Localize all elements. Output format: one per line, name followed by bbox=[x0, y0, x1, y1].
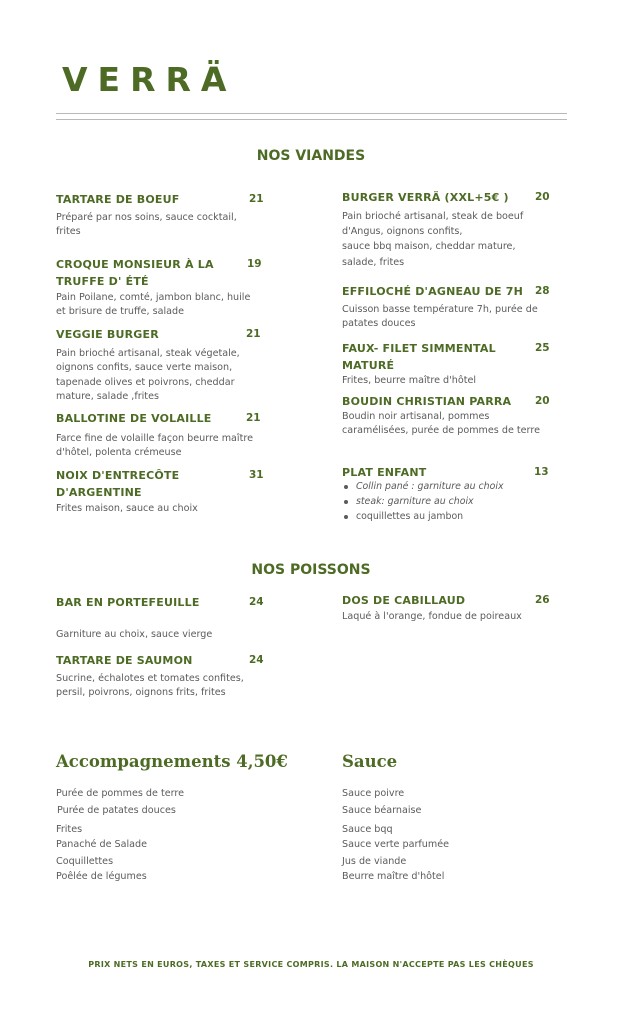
item-name: TARTARE DE SAUMON bbox=[56, 654, 193, 667]
item-name: EFFILOCHÉ D'AGNEAU DE 7H bbox=[342, 285, 524, 298]
item-desc: mature, salade ,frites bbox=[56, 391, 159, 402]
list-item: steak: garniture au choix bbox=[344, 495, 474, 510]
side-item: Panaché de Salade bbox=[56, 839, 148, 850]
sauce-item: Sauce verte parfumée bbox=[342, 839, 450, 850]
list-item: coquillettes au jambon bbox=[344, 510, 463, 525]
item-name: PLAT ENFANT bbox=[342, 466, 427, 479]
section-title-accompagnements: Accompagnements 4,50€ bbox=[56, 752, 288, 771]
item-desc: sauce bbq maison, cheddar mature, bbox=[342, 241, 516, 252]
item-desc: persil, poivrons, oignons frits, frites bbox=[56, 687, 226, 698]
item-price: 21 bbox=[249, 193, 264, 205]
item-desc: et brisure de truffe, salade bbox=[56, 306, 185, 317]
side-item: Purée de pommes de terre bbox=[56, 788, 185, 799]
item-desc: frites bbox=[56, 226, 81, 237]
sauce-item: Sauce bqq bbox=[342, 824, 393, 835]
section-title-viandes: NOS VIANDES bbox=[256, 148, 366, 164]
item-name: BAR EN PORTEFEUILLE bbox=[56, 596, 200, 609]
item-desc: Pain Poilane, comté, jambon blanc, huile bbox=[56, 292, 251, 303]
divider-bottom bbox=[56, 119, 567, 120]
item-desc: Cuisson basse température 7h, purée de bbox=[342, 304, 538, 315]
section-title-poissons: NOS POISSONS bbox=[251, 562, 371, 578]
sauce-item: Sauce béarnaise bbox=[342, 805, 422, 816]
item-price: 19 bbox=[247, 258, 262, 270]
item-price: 13 bbox=[534, 466, 549, 478]
item-name: BOUDIN CHRISTIAN PARRA bbox=[342, 395, 512, 408]
item-desc: Pain brioché artisanal, steak de boeuf bbox=[342, 211, 524, 222]
divider-top bbox=[56, 113, 567, 114]
item-desc: Garniture au choix, sauce vierge bbox=[56, 629, 213, 640]
sauce-item: Beurre maître d'hôtel bbox=[342, 871, 445, 882]
item-desc: oignons confits, sauce verte maison, bbox=[56, 362, 233, 373]
item-desc: Sucrine, échalotes et tomates confites, bbox=[56, 673, 244, 684]
side-item: Frites bbox=[56, 824, 83, 835]
item-price: 31 bbox=[249, 469, 264, 481]
item-price: 20 bbox=[535, 191, 550, 203]
item-price: 24 bbox=[249, 654, 264, 666]
brand-logo: VERRÄ bbox=[62, 60, 237, 99]
side-item: Coquillettes bbox=[56, 856, 114, 867]
item-desc: Laqué à l'orange, fondue de poireaux bbox=[342, 611, 522, 622]
side-item: Purée de patates douces bbox=[57, 805, 176, 816]
list-item: Collin pané : garniture au choix bbox=[344, 480, 504, 495]
item-name: CROQUE MONSIEUR À LA bbox=[56, 258, 214, 271]
item-desc: caramélisées, purée de pommes de terre bbox=[342, 425, 540, 436]
item-desc: salade, frites bbox=[342, 257, 405, 268]
item-desc: Frites, beurre maître d'hôtel bbox=[342, 375, 477, 386]
item-name: VEGGIE BURGER bbox=[56, 328, 159, 341]
item-desc: Pain brioché artisanal, steak végetale, bbox=[56, 348, 240, 359]
item-desc: patates douces bbox=[342, 318, 416, 329]
item-desc: d'hôtel, polenta crémeuse bbox=[56, 447, 182, 458]
item-price: 20 bbox=[535, 395, 550, 407]
item-name: DOS DE CABILLAUD bbox=[342, 594, 466, 607]
sauce-item: Jus de viande bbox=[342, 856, 407, 867]
item-name-line2: MATURÉ bbox=[342, 359, 395, 372]
item-name-line2: D'ARGENTINE bbox=[56, 486, 142, 499]
item-name: NOIX D'ENTRECÔTE bbox=[56, 469, 180, 482]
item-desc: Boudin noir artisanal, pommes bbox=[342, 411, 490, 422]
footer-note: PRIX NETS EN EUROS, TAXES ET SERVICE COMPRIS. LA MAISON N'ACCEPTE PAS LES CHÈQUES bbox=[88, 960, 534, 969]
item-desc: Farce fine de volaille façon beurre maître bbox=[56, 433, 253, 444]
item-price: 21 bbox=[246, 328, 261, 340]
item-name: FAUX- FILET SIMMENTAL bbox=[342, 342, 496, 355]
item-name: BURGER VERRÄ (XXL+5€ ) bbox=[342, 191, 509, 204]
section-title-sauce: Sauce bbox=[342, 752, 398, 771]
item-desc: Préparé par nos soins, sauce cocktail, bbox=[56, 212, 237, 223]
item-desc: Frites maison, sauce au choix bbox=[56, 503, 198, 514]
item-name-line2: TRUFFE D' ÉTÉ bbox=[56, 275, 149, 288]
sauce-item: Sauce poivre bbox=[342, 788, 405, 799]
item-name: TARTARE DE BOEUF bbox=[56, 193, 180, 206]
item-price: 24 bbox=[249, 596, 264, 608]
item-name: BALLOTINE DE VOLAILLE bbox=[56, 412, 212, 425]
item-price: 28 bbox=[535, 285, 550, 297]
side-item: Poêlée de légumes bbox=[56, 871, 147, 882]
item-price: 25 bbox=[535, 342, 550, 354]
item-price: 21 bbox=[246, 412, 261, 424]
item-desc: d'Angus, oignons confits, bbox=[342, 226, 463, 237]
item-desc: tapenade olives et poivrons, cheddar bbox=[56, 377, 235, 388]
item-price: 26 bbox=[535, 594, 550, 606]
